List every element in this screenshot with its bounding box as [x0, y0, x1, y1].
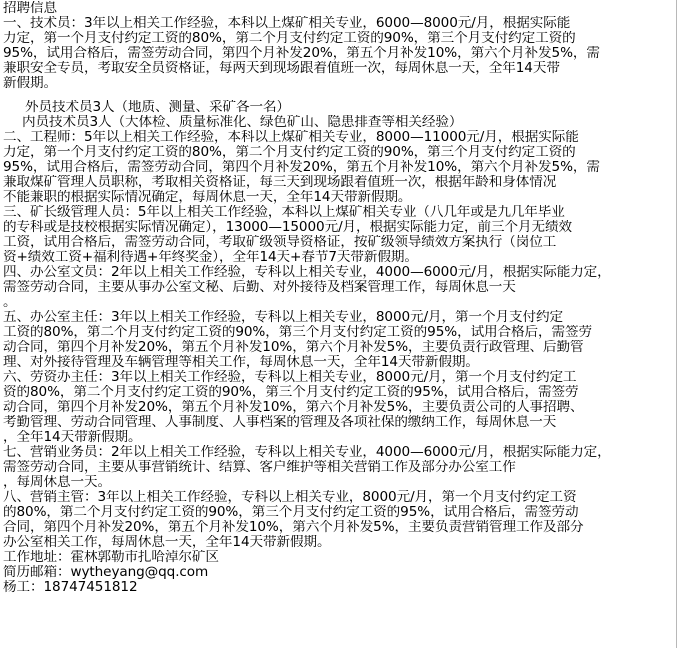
- text-line: 合同，第四个月补发20%，第五个月补发10%，第六个月补发5%，主要负责营销管理工作及部分: [3, 520, 584, 535]
- text-line: 95%，试用合格后，需签劳动合同，第四个月补发20%，第五个月补发10%，第六个月补发5%，需: [3, 160, 600, 175]
- text-line: 。: [3, 295, 17, 310]
- document-title: 招聘信息: [3, 1, 57, 16]
- text-line: 六、劳资办主任：3年以上相关工作经验，专科以上相关专业，8000元/月，第一个月支付约定工: [3, 370, 577, 385]
- text-line: 需签劳动合同，主要从事营销统计、结算、客户维护等相关营销工作及部分办公室工作: [3, 460, 516, 475]
- text-line: ，全年14天带新假期。: [3, 430, 142, 445]
- text-line: 五、办公室主任：3年以上相关工作经验，专科以上相关专业，8000元/月，第一个月支付约定: [3, 310, 563, 325]
- text-line: 兼职安全专员，考取安全员资格证，每两天到现场跟着值班一次，每周休息一天，全年14天带: [3, 61, 560, 76]
- text-line: ，每周休息一天。: [3, 475, 111, 490]
- paragraph-spacer: [3, 91, 673, 100]
- text-line: 力定，第一个月支付约定工资的80%，第二个月支付约定工资的90%，第三个月支付约定工资的: [3, 145, 576, 160]
- text-line: 外员技术员3人（地质、测量、采矿各一名）: [25, 100, 290, 115]
- text-line: 理、对外接待管理及车辆管理等相关工作，每周休息一天，全年14天带新假期。: [3, 355, 479, 370]
- text-line: 动合同，第四个月补发20%，第五个月补发10%，第六个月补发5%，主要负责行政管理、后勤管: [3, 340, 584, 355]
- text-line: 不能兼职的根据实际情况确定，每周休息一天，全年14天带新假期。: [3, 190, 412, 205]
- text-line: 杨工：18747451812: [3, 580, 138, 595]
- text-line: 工资的80%，第二个月支付约定工资的90%，第三个月支付约定工资的95%，试用合格后，需签劳: [3, 325, 593, 340]
- text-line: 七、营销业务员：2年以上相关工作经验，专科以上相关专业，4000—6000元/月，根据实际能力定，: [3, 445, 611, 460]
- text-line: 工资，试用合格后，需签劳动合同，考取矿级领导资格证，按矿级领导绩效方案执行（岗位工: [3, 235, 557, 250]
- text-line: 新假期。: [3, 76, 57, 91]
- text-line: 需签劳动合同，主要从事办公室文秘、后勤、对外接待及档案管理工作，每周休息一天: [3, 280, 516, 295]
- text-line: 八、营销主管：3年以上相关工作经验，专科以上相关专业，8000元/月，第一个月支付约定工资: [3, 490, 577, 505]
- text-line: 二、工程师：5年以上相关工作经验，本科以上煤矿相关专业，8000—11000元/月，根据实际能: [3, 130, 579, 145]
- text-line: 95%，试用合格后，需签劳动合同，第四个月补发20%，第五个月补发10%，第六个月补发5%，需: [3, 46, 600, 61]
- text-line: 四、办公室文员：2年以上相关工作经验，专科以上相关专业，4000—6000元/月，根据实际能力定，: [3, 265, 611, 280]
- text-line: 资+绩效工资+福利待遇+年终奖金），全年14天+春节7天带新假期。: [3, 250, 418, 265]
- text-line: 工作地址：霍林郭勒市扎哈淖尔矿区: [3, 550, 219, 565]
- text-line: 的80%，第二个月支付约定工资的90%，第三个月支付约定工资的95%，试用合格后，需签劳动: [3, 505, 579, 520]
- text-line: 办公室相关工作，每周休息一天，全年14天带新假期。: [3, 535, 331, 550]
- text-line: 一、技术员：3年以上相关工作经验，本科以上煤矿相关专业，6000—8000元/月，根据实际能: [3, 16, 571, 31]
- text-line: 简历邮箱：wytheyang@qq.com: [3, 565, 209, 580]
- text-line: 力定，第一个月支付约定工资的80%，第二个月支付约定工资的90%，第三个月支付约定工资的: [3, 31, 576, 46]
- text-line: 的专科或是技校根据实际情况确定），13000—15000元/月，根据实际能力定，前三个月无绩效: [3, 220, 572, 235]
- text-line: 内员技术员3人（大体检、质量标准化、绿色矿山、隐患排查等相关经验）: [22, 115, 463, 130]
- text-line: 考勤管理、劳动合同管理、人事制度、人事档案的管理及各项社保的缴纳工作，每周休息一天: [3, 415, 557, 430]
- document-body: [3, 16, 673, 595]
- text-line: 三、矿长级管理人员：5年以上相关工作经验，本科以上煤矿相关专业（八几年或是九几年毕业: [3, 205, 565, 220]
- text-line: 兼取煤矿管理人员职称，考取相关资格证，每三天到现场跟着值班一次，根据年龄和身体情况: [3, 175, 557, 190]
- text-line: 动合同，第四个月补发20%，第五个月补发10%，第六个月补发5%，主要负责公司的人事招聘、: [3, 400, 584, 415]
- text-line: 资的80%，第二个月支付约定工资的90%，第三个月支付约定工资的95%，试用合格后，需签劳: [3, 385, 579, 400]
